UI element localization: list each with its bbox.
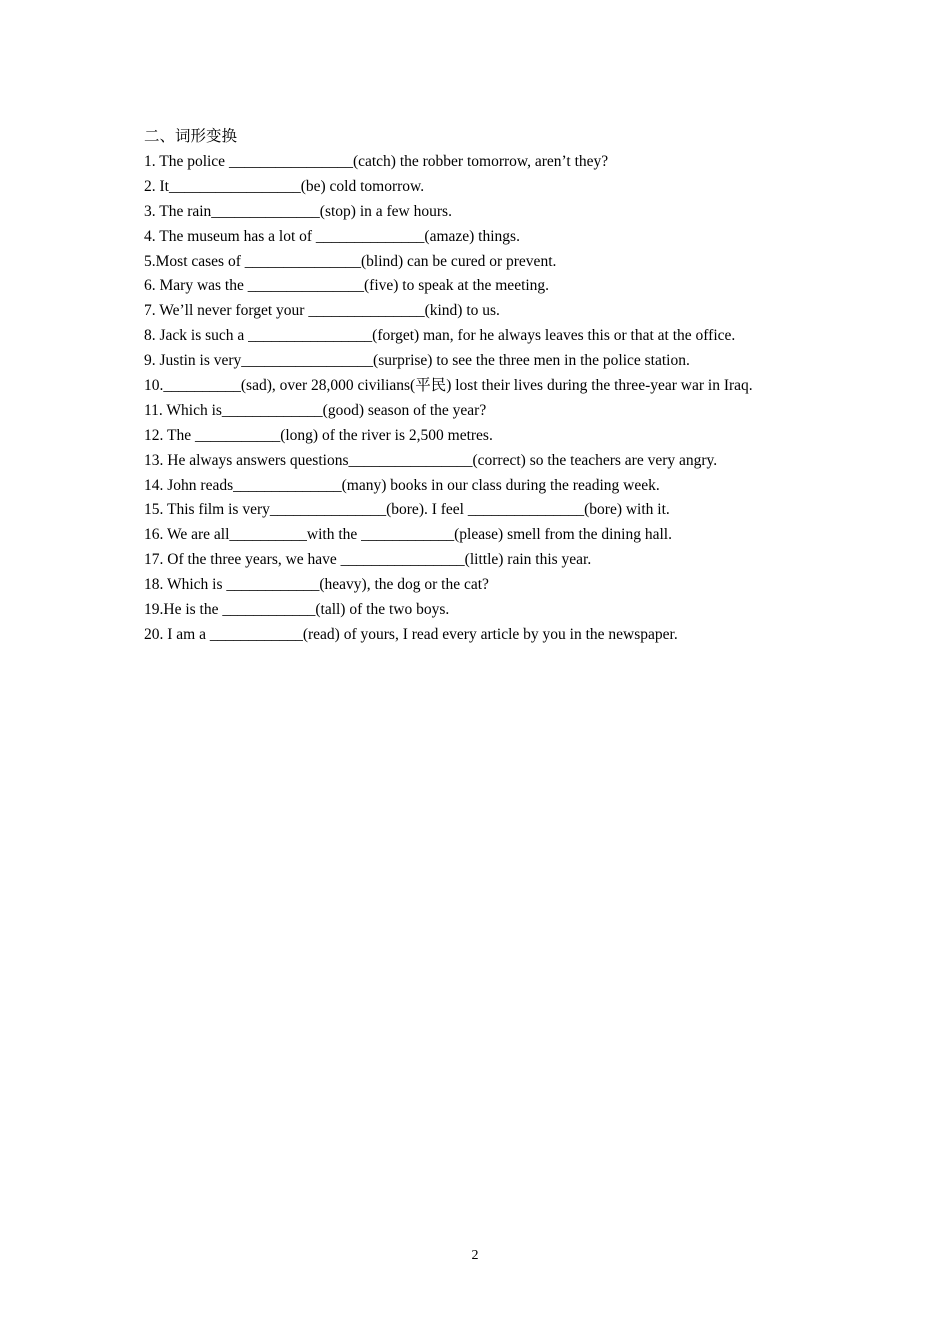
exercise-item-12: 12. The ___________(long) of the river is 2,500 metres. [144, 426, 493, 444]
exercise-item-11: 11. Which is_____________(good) season of the year? [144, 401, 487, 419]
exercise-item-14: 14. John reads______________(many) books in our class during the reading week. [144, 476, 660, 494]
exercise-item-17: 17. Of the three years, we have ________________(little) rain this year. [144, 551, 592, 569]
page-number: 2 [471, 1248, 479, 1263]
exercise-item-16: 16. We are all__________with the ____________(please) smell from the dining hall. [144, 526, 672, 544]
exercise-item-7: 7. We’ll never forget your _______________(kind) to us. [144, 302, 500, 320]
exercise-item-2: 2. It_________________(be) cold tomorrow. [144, 177, 425, 195]
exercise-item-13: 13. He always answers questions________________(correct) so the teachers are very angry. [144, 451, 718, 469]
exercise-item-19: 19.He is the ____________(tall) of the two boys. [144, 601, 450, 619]
exercise-item-3: 3. The rain______________(stop) in a few hours. [144, 202, 452, 220]
exercise-item-6: 6. Mary was the _______________(five) to speak at the meeting. [144, 277, 550, 295]
exercise-section [144, 124, 844, 647]
exercise-item-1: 1. The police ________________(catch) the robber tomorrow, aren’t they? [144, 153, 609, 170]
exercise-item-9: 9. Justin is very_________________(surprise) to see the three men in the police station. [144, 352, 690, 370]
section-title: 二、词形变换 [144, 128, 238, 145]
exercise-item-8: 8. Jack is such a ________________(forget) man, for he always leaves this or that at the office. [144, 327, 736, 345]
exercise-item-4: 4. The museum has a lot of ______________(amaze) things. [144, 227, 520, 245]
exercise-item-20: 20. I am a ____________(read) of yours, I read every article by you in the newspaper. [144, 625, 678, 643]
exercise-item-5: 5.Most cases of _______________(blind) can be cured or prevent. [144, 252, 557, 270]
exercise-item-15: 15. This film is very_______________(bore). I feel _______________(bore) with it. [144, 501, 670, 519]
exercise-item-10: 10.__________(sad), over 28,000 civilians(平民) lost their lives during the three-year war in Iraq. [144, 377, 753, 395]
exercise-item-18: 18. Which is ____________(heavy), the dog or the cat? [144, 576, 489, 594]
